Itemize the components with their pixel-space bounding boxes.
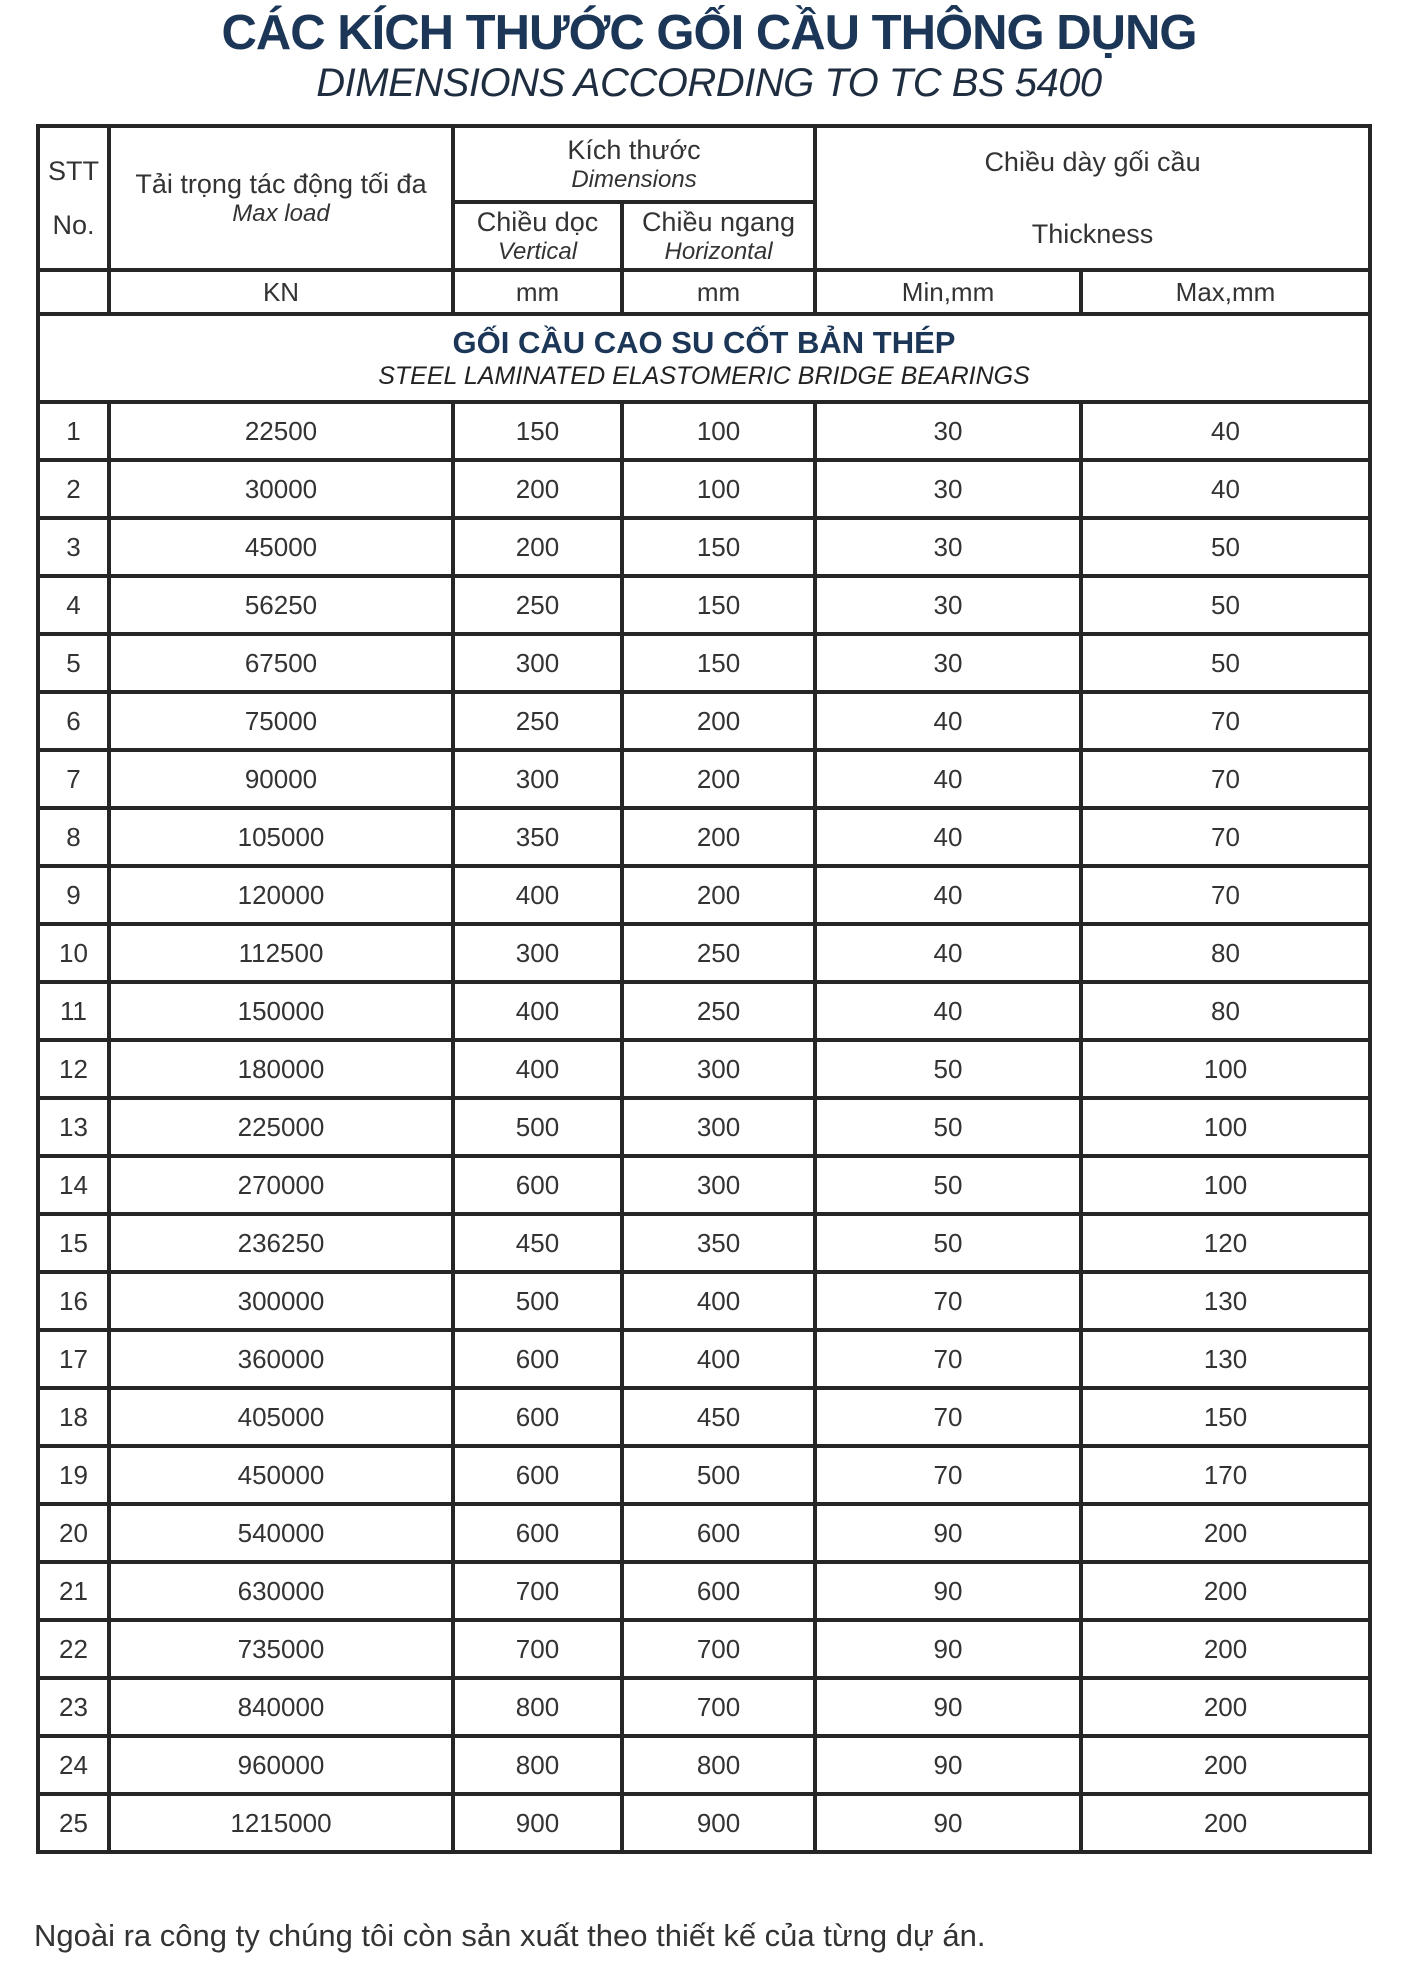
table-row xyxy=(38,460,1370,518)
unit-stt-blank xyxy=(38,270,109,314)
cell-thickness-min: 30 xyxy=(815,634,1081,692)
cell-horizontal: 200 xyxy=(622,866,815,924)
cell-horizontal: 700 xyxy=(622,1678,815,1736)
cell-stt: 11 xyxy=(38,982,109,1040)
cell-vertical: 600 xyxy=(453,1156,622,1214)
section-heading xyxy=(38,314,1370,402)
cell-thickness-max: 80 xyxy=(1081,982,1370,1040)
cell-stt: 21 xyxy=(38,1562,109,1620)
table-row xyxy=(38,750,1370,808)
cell-max-load: 112500 xyxy=(109,924,453,982)
cell-vertical: 400 xyxy=(453,1040,622,1098)
bearing-dimensions-table xyxy=(36,124,1372,1854)
cell-max-load: 45000 xyxy=(109,518,453,576)
cell-thickness-min: 40 xyxy=(815,692,1081,750)
cell-stt: 15 xyxy=(38,1214,109,1272)
cell-vertical: 200 xyxy=(453,518,622,576)
cell-max-load: 630000 xyxy=(109,1562,453,1620)
cell-thickness-max: 200 xyxy=(1081,1736,1370,1794)
cell-stt: 10 xyxy=(38,924,109,982)
cell-vertical: 600 xyxy=(453,1388,622,1446)
header-stt-en: No. xyxy=(52,210,95,240)
cell-stt: 25 xyxy=(38,1794,109,1852)
cell-stt: 8 xyxy=(38,808,109,866)
cell-max-load: 75000 xyxy=(109,692,453,750)
cell-stt: 19 xyxy=(38,1446,109,1504)
table-row xyxy=(38,402,1370,460)
unit-horizontal: mm xyxy=(622,270,815,314)
cell-stt: 9 xyxy=(38,866,109,924)
cell-vertical: 900 xyxy=(453,1794,622,1852)
table-row xyxy=(38,982,1370,1040)
cell-thickness-max: 70 xyxy=(1081,750,1370,808)
cell-vertical: 150 xyxy=(453,402,622,460)
cell-stt: 3 xyxy=(38,518,109,576)
cell-max-load: 180000 xyxy=(109,1040,453,1098)
cell-max-load: 735000 xyxy=(109,1620,453,1678)
cell-thickness-min: 90 xyxy=(815,1504,1081,1562)
header-thickness-vi: Chiều dày gối cầu xyxy=(984,147,1201,177)
cell-horizontal: 450 xyxy=(622,1388,815,1446)
cell-vertical: 500 xyxy=(453,1098,622,1156)
cell-stt: 2 xyxy=(38,460,109,518)
header-vertical-vi: Chiều dọc xyxy=(476,207,599,237)
cell-thickness-max: 130 xyxy=(1081,1272,1370,1330)
cell-horizontal: 250 xyxy=(622,982,815,1040)
cell-thickness-max: 150 xyxy=(1081,1388,1370,1446)
cell-thickness-max: 50 xyxy=(1081,576,1370,634)
table-row xyxy=(38,576,1370,634)
table-row xyxy=(38,692,1370,750)
cell-thickness-max: 200 xyxy=(1081,1562,1370,1620)
cell-thickness-min: 30 xyxy=(815,460,1081,518)
cell-thickness-min: 50 xyxy=(815,1098,1081,1156)
cell-thickness-max: 70 xyxy=(1081,866,1370,924)
cell-max-load: 360000 xyxy=(109,1330,453,1388)
cell-max-load: 405000 xyxy=(109,1388,453,1446)
table-row xyxy=(38,1156,1370,1214)
header-load-en: Max load xyxy=(232,200,330,227)
cell-thickness-max: 50 xyxy=(1081,518,1370,576)
cell-thickness-max: 170 xyxy=(1081,1446,1370,1504)
header-horizontal-vi: Chiều ngang xyxy=(641,207,796,237)
cell-vertical: 450 xyxy=(453,1214,622,1272)
cell-max-load: 22500 xyxy=(109,402,453,460)
cell-stt: 18 xyxy=(38,1388,109,1446)
header-thickness-en: Thickness xyxy=(1031,219,1154,249)
cell-stt: 17 xyxy=(38,1330,109,1388)
cell-vertical: 500 xyxy=(453,1272,622,1330)
cell-thickness-max: 200 xyxy=(1081,1794,1370,1852)
cell-thickness-min: 30 xyxy=(815,402,1081,460)
cell-thickness-min: 30 xyxy=(815,576,1081,634)
cell-vertical: 400 xyxy=(453,982,622,1040)
cell-stt: 4 xyxy=(38,576,109,634)
cell-horizontal: 900 xyxy=(622,1794,815,1852)
cell-stt: 14 xyxy=(38,1156,109,1214)
cell-thickness-min: 50 xyxy=(815,1040,1081,1098)
cell-thickness-max: 40 xyxy=(1081,460,1370,518)
cell-max-load: 120000 xyxy=(109,866,453,924)
cell-horizontal: 150 xyxy=(622,634,815,692)
cell-vertical: 250 xyxy=(453,576,622,634)
table-row xyxy=(38,1794,1370,1852)
cell-stt: 23 xyxy=(38,1678,109,1736)
cell-vertical: 300 xyxy=(453,924,622,982)
table-row xyxy=(38,924,1370,982)
cell-vertical: 800 xyxy=(453,1736,622,1794)
cell-thickness-min: 30 xyxy=(815,518,1081,576)
cell-vertical: 200 xyxy=(453,460,622,518)
header-thickness xyxy=(815,126,1370,270)
cell-horizontal: 350 xyxy=(622,1214,815,1272)
header-vertical-en: Vertical xyxy=(497,238,578,265)
header-dims-vi: Kích thước xyxy=(567,135,701,165)
cell-vertical: 400 xyxy=(453,866,622,924)
cell-stt: 6 xyxy=(38,692,109,750)
cell-thickness-min: 40 xyxy=(815,924,1081,982)
cell-thickness-min: 90 xyxy=(815,1620,1081,1678)
cell-max-load: 540000 xyxy=(109,1504,453,1562)
cell-thickness-max: 120 xyxy=(1081,1214,1370,1272)
cell-thickness-min: 40 xyxy=(815,808,1081,866)
cell-max-load: 150000 xyxy=(109,982,453,1040)
section-heading-vi: GỐI CẦU CAO SU CỐT BẢN THÉP xyxy=(452,325,956,360)
cell-stt: 16 xyxy=(38,1272,109,1330)
table-row xyxy=(38,808,1370,866)
table-row xyxy=(38,1504,1370,1562)
cell-vertical: 300 xyxy=(453,750,622,808)
cell-thickness-min: 70 xyxy=(815,1446,1081,1504)
table-row xyxy=(38,1562,1370,1620)
header-stt xyxy=(38,126,109,270)
cell-stt: 13 xyxy=(38,1098,109,1156)
cell-horizontal: 600 xyxy=(622,1504,815,1562)
cell-thickness-min: 50 xyxy=(815,1214,1081,1272)
cell-horizontal: 300 xyxy=(622,1156,815,1214)
cell-vertical: 700 xyxy=(453,1562,622,1620)
cell-max-load: 960000 xyxy=(109,1736,453,1794)
cell-horizontal: 400 xyxy=(622,1272,815,1330)
cell-horizontal: 200 xyxy=(622,750,815,808)
cell-stt: 1 xyxy=(38,402,109,460)
cell-thickness-max: 200 xyxy=(1081,1504,1370,1562)
cell-max-load: 450000 xyxy=(109,1446,453,1504)
cell-vertical: 600 xyxy=(453,1330,622,1388)
cell-thickness-max: 70 xyxy=(1081,692,1370,750)
cell-horizontal: 400 xyxy=(622,1330,815,1388)
header-load-vi: Tải trọng tác động tối đa xyxy=(135,169,427,199)
cell-thickness-min: 90 xyxy=(815,1678,1081,1736)
cell-horizontal: 100 xyxy=(622,402,815,460)
cell-thickness-min: 40 xyxy=(815,750,1081,808)
cell-max-load: 270000 xyxy=(109,1156,453,1214)
cell-horizontal: 200 xyxy=(622,808,815,866)
header-horizontal xyxy=(622,202,815,270)
table-row xyxy=(38,1214,1370,1272)
cell-thickness-max: 200 xyxy=(1081,1678,1370,1736)
cell-horizontal: 700 xyxy=(622,1620,815,1678)
cell-stt: 22 xyxy=(38,1620,109,1678)
cell-horizontal: 300 xyxy=(622,1098,815,1156)
cell-thickness-min: 40 xyxy=(815,866,1081,924)
cell-max-load: 90000 xyxy=(109,750,453,808)
cell-thickness-max: 200 xyxy=(1081,1620,1370,1678)
cell-vertical: 350 xyxy=(453,808,622,866)
header-horizontal-en: Horizontal xyxy=(664,238,773,265)
cell-max-load: 840000 xyxy=(109,1678,453,1736)
table-row xyxy=(38,1098,1370,1156)
cell-horizontal: 300 xyxy=(622,1040,815,1098)
unit-min: Min,mm xyxy=(815,270,1081,314)
table-row xyxy=(38,634,1370,692)
cell-horizontal: 600 xyxy=(622,1562,815,1620)
cell-horizontal: 100 xyxy=(622,460,815,518)
table-row xyxy=(38,1040,1370,1098)
cell-max-load: 105000 xyxy=(109,808,453,866)
cell-stt: 12 xyxy=(38,1040,109,1098)
cell-vertical: 700 xyxy=(453,1620,622,1678)
cell-thickness-max: 40 xyxy=(1081,402,1370,460)
cell-thickness-min: 70 xyxy=(815,1272,1081,1330)
cell-horizontal: 150 xyxy=(622,576,815,634)
cell-thickness-min: 70 xyxy=(815,1388,1081,1446)
cell-horizontal: 500 xyxy=(622,1446,815,1504)
cell-horizontal: 250 xyxy=(622,924,815,982)
footer-note: Ngoài ra công ty chúng tôi còn sản xuất theo thiết kế của từng dự án. xyxy=(34,1918,986,1953)
cell-thickness-max: 130 xyxy=(1081,1330,1370,1388)
table-body xyxy=(38,402,1370,1852)
page-title: CÁC KÍCH THƯỚC GỐI CẦU THÔNG DỤNG xyxy=(221,6,1197,60)
cell-thickness-max: 100 xyxy=(1081,1098,1370,1156)
cell-thickness-min: 90 xyxy=(815,1794,1081,1852)
cell-thickness-min: 70 xyxy=(815,1330,1081,1388)
cell-max-load: 300000 xyxy=(109,1272,453,1330)
cell-thickness-max: 70 xyxy=(1081,808,1370,866)
cell-thickness-min: 90 xyxy=(815,1562,1081,1620)
header-vertical xyxy=(453,202,622,270)
cell-thickness-min: 40 xyxy=(815,982,1081,1040)
unit-load: KN xyxy=(109,270,453,314)
cell-vertical: 600 xyxy=(453,1446,622,1504)
cell-vertical: 800 xyxy=(453,1678,622,1736)
unit-max: Max,mm xyxy=(1081,270,1370,314)
cell-thickness-max: 100 xyxy=(1081,1156,1370,1214)
table-row xyxy=(38,518,1370,576)
table-row xyxy=(38,1330,1370,1388)
cell-horizontal: 150 xyxy=(622,518,815,576)
cell-stt: 5 xyxy=(38,634,109,692)
cell-thickness-max: 80 xyxy=(1081,924,1370,982)
cell-horizontal: 200 xyxy=(622,692,815,750)
table-row xyxy=(38,1272,1370,1330)
cell-max-load: 30000 xyxy=(109,460,453,518)
cell-vertical: 300 xyxy=(453,634,622,692)
cell-horizontal: 800 xyxy=(622,1736,815,1794)
table-row xyxy=(38,1446,1370,1504)
header-max-load xyxy=(109,126,453,270)
cell-vertical: 250 xyxy=(453,692,622,750)
table-row xyxy=(38,1620,1370,1678)
unit-vertical: mm xyxy=(453,270,622,314)
cell-thickness-min: 50 xyxy=(815,1156,1081,1214)
cell-max-load: 236250 xyxy=(109,1214,453,1272)
header-stt-vi: STT xyxy=(48,156,99,186)
page-subtitle: DIMENSIONS ACCORDING TO TC BS 5400 xyxy=(316,61,1102,105)
cell-thickness-min: 90 xyxy=(815,1736,1081,1794)
cell-max-load: 225000 xyxy=(109,1098,453,1156)
table-row xyxy=(38,1678,1370,1736)
cell-vertical: 600 xyxy=(453,1504,622,1562)
section-heading-en: STEEL LAMINATED ELASTOMERIC BRIDGE BEARINGS xyxy=(378,362,1030,390)
header-dims-en: Dimensions xyxy=(571,166,697,193)
cell-thickness-max: 100 xyxy=(1081,1040,1370,1098)
header-dimensions xyxy=(453,126,815,202)
table-row xyxy=(38,1388,1370,1446)
cell-max-load: 56250 xyxy=(109,576,453,634)
cell-max-load: 1215000 xyxy=(109,1794,453,1852)
cell-stt: 20 xyxy=(38,1504,109,1562)
cell-thickness-max: 50 xyxy=(1081,634,1370,692)
table-row xyxy=(38,866,1370,924)
cell-max-load: 67500 xyxy=(109,634,453,692)
cell-stt: 24 xyxy=(38,1736,109,1794)
table-row xyxy=(38,1736,1370,1794)
cell-stt: 7 xyxy=(38,750,109,808)
